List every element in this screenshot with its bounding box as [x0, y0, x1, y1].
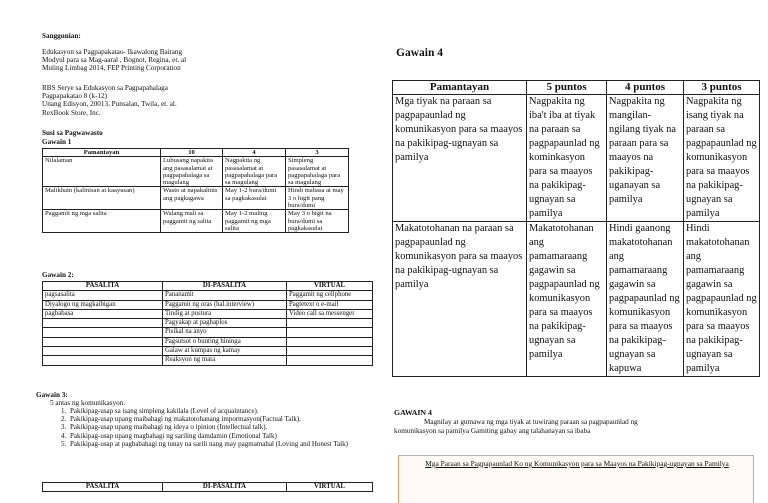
table-cell: Nagpakita ng isang tiyak na paraan sa pagpapaunlad ng komunikasyon para sa maayos na pakikipag-ugnayan sa pamilya: [684, 95, 760, 222]
ref2-line: RBS Serye sa Edukasyon sa Pagpapahalaga: [42, 84, 168, 92]
table-row: [393, 222, 760, 377]
table-cell: Walang mali sa paggamit ng salita: [161, 210, 223, 233]
ref2-line: Pagpapakatao 8 (k-12): [42, 92, 108, 101]
table-cell: Nagpakita ng iba't iba at tiyak na paraan sa pagpapaunlad ng kominkasyon para sa maayos na pakikipag-ugnayan sa pamilya: [527, 95, 607, 222]
table-header: 5 puntos: [527, 81, 607, 95]
list-item: 3. Pakikipag-usap upang maibahagi ng ideya o ipinion (Intellectual talk).: [68, 423, 376, 431]
table-header: VIRTUAL: [287, 282, 373, 291]
table-cell: Nagpakita ng mangilan-ngilang tiyak na paraan para sa maayos na pakikipag-uganayan sa pamilya: [607, 95, 684, 222]
table-header: Pamantayan: [43, 149, 161, 157]
table-cell: Galaw at kumpas ng kamay: [163, 347, 287, 356]
answer-box-title: Mga Paraan sa Pagpapaunlad Ko ng Komunikasyon para sa Maayos na Pakikipag-ugnayan sa Pamilya: [425, 459, 729, 468]
table-row: [43, 300, 373, 309]
gawain4-title: Gawain 4: [396, 47, 443, 59]
table-cell: Wasto at napakalinis ang pagkagawa: [161, 187, 223, 210]
table-row: [43, 187, 349, 210]
gawain3-heading: Gawain 3:: [36, 391, 68, 399]
table-cell: pagsasalita: [43, 291, 163, 300]
list-item: 2. Pakikipag-usap upang maibahagi ng makatotohanang impormasyon(Factual Talk).: [68, 415, 376, 423]
table-cell: Hindi makatotohanan ang pamamaraang gagawin sa pagpapaunlad ng komunikasyon para sa maayos na pakikipag-ugnayan sa pamilya: [684, 222, 760, 377]
table-header: PASALITA: [43, 282, 163, 291]
table-cell: [43, 337, 163, 346]
sanggunian-label: Sanggunian:: [42, 32, 81, 40]
table-cell: [287, 337, 373, 346]
table-cell: Pagsutsot o bunting hininga: [163, 337, 287, 346]
table-header: 3: [286, 149, 349, 157]
table-cell: [287, 328, 373, 337]
susi-heading: Susi sa Pagwawasto: [42, 129, 103, 137]
reference-1: [42, 48, 342, 73]
table-cell: [287, 319, 373, 328]
table-header: PASALITA: [43, 483, 163, 492]
table-cell: Paggamit ng mga salita: [43, 210, 161, 233]
table-cell: [43, 328, 163, 337]
table-cell: Makatotohanan ang pamamaraang gagawin sa pagpapaunlad ng komunikasyon para sa maayos na pakikipag-ugnayan sa pamilya: [527, 222, 607, 377]
right-page: [384, 0, 768, 503]
table-header-row: [43, 149, 349, 157]
table-cell: Diyalogo ng magkaibigan: [43, 300, 163, 309]
list-item: 1. Pakikipag-usap sa isang simpleng kakilala (Level of acquaintance).: [68, 407, 376, 415]
gawain2-heading: Gawain 2:: [42, 271, 74, 279]
table-row: [393, 95, 760, 222]
table-row: [43, 356, 373, 365]
list-item: 4. Pakikipag-usap upang magbahagi ng sariling damdamin (Emotional Talk): [68, 432, 376, 440]
table-row: [43, 157, 349, 187]
table-cell: May 1-2 bura/dumi sa pagkakasulat: [223, 187, 286, 210]
table-cell: Reaksyon ng mata: [163, 356, 287, 365]
gawain3-list: [56, 407, 376, 448]
table-cell: Pagyakap at paghaplos: [163, 319, 287, 328]
table-cell: Simpleng pasasalamat at pagpapahalaga para sa magulang: [286, 157, 349, 187]
table-cell: [43, 319, 163, 328]
table-header: DI-PASALITA: [163, 282, 287, 291]
table-cell: Pananamit: [163, 291, 287, 300]
table-cell: May 1-2 maling paggamit ng mga salita: [223, 210, 286, 233]
table-cell: [43, 347, 163, 356]
ref1-line: Modyul para sa Mag-aaral , Bognot, Regina, et. al: [42, 56, 187, 65]
table-cell: Paggamit ng oras (hal.interview): [163, 300, 287, 309]
table-cell: pagbabasa: [43, 309, 163, 318]
table-cell: Nagpakita ng pasasalamat at pagpapahalaga para sa magulang: [223, 157, 286, 187]
table-row: [43, 328, 373, 337]
gawain4-instruction-line1: Magnilay at gumawa ng mga tiyak at tuwirang paraan sa pagpapaunlad ng: [424, 418, 638, 426]
gawain1-table: [42, 148, 349, 233]
gawain1-heading: Gawain 1: [42, 138, 72, 146]
table-header: 4 puntos: [607, 81, 684, 95]
table-cell: Tindig at pustura: [163, 309, 287, 318]
gawain4-rubric-table: [392, 80, 760, 377]
table-cell: [287, 356, 373, 365]
table-header-row: [43, 483, 373, 492]
table-row: [43, 309, 373, 318]
table-cell: Pisikal na anyo: [163, 328, 287, 337]
table-cell: May 3 o higit na bura/dumi sa pagkakasulat: [286, 210, 349, 233]
table-cell: Malikhain (kalinisan at kaayusan): [43, 187, 161, 210]
gawain4-caps-heading: GAWAIN 4: [394, 408, 432, 417]
table-header: 3 puntos: [684, 81, 760, 95]
table-cell: Paggamit ng cellphone: [287, 291, 373, 300]
answer-box: [398, 455, 754, 503]
reference-2: [42, 84, 342, 117]
table-cell: Mga tiyak na paraan sa pagpapaunlad ng komunikasyon para sa maayos na pakikipag-ugnayan sa pamilya: [393, 95, 527, 222]
table-cell: Nilalaman: [43, 157, 161, 187]
gawain3-table: [42, 482, 373, 492]
table-cell: Makatotohanan na paraan sa pagpapaunlad ng komunikasyon para sa maayos na pakikipag-ugnayan sa pamilya: [393, 222, 527, 377]
table-row: [43, 291, 373, 300]
ref2-line: RexBook Store, Inc.: [42, 108, 101, 117]
table-header: VIRTUAL: [287, 483, 373, 492]
table-header: 10: [161, 149, 223, 157]
gawain2-table: [42, 281, 373, 366]
table-cell: Video call sa messenger: [287, 309, 373, 318]
table-header-row: [43, 282, 373, 291]
table-cell: [43, 356, 163, 365]
table-header: Pamantayan: [393, 81, 527, 95]
table-header-row: [393, 81, 760, 95]
list-item: 5. Pakikipag-usap at pagbabahagi ng tunay na sarili nang may pagmamahal (Loving and Honest Talk): [68, 440, 376, 448]
table-cell: Hindi gaanong makatotohanan ang pamamaraang gagawin sa pagpapaunlad ng komunikasyon para sa maayos na pakikipag-ugnayan sa kapuwa: [607, 222, 684, 377]
table-row: [43, 337, 373, 346]
ref1-line: Muling Limbag 2014, FEP Printing Corporation: [42, 64, 181, 73]
table-cell: [287, 347, 373, 356]
table-cell: Hindi mabasa at may 3 o higit pang bura/dumi: [286, 187, 349, 210]
gawain4-instruction-line2: komunikasyon sa pamilya Gamiting gabay ang talahanayan sa ibaba: [394, 427, 591, 435]
table-cell: Pagtetext o e-mail: [287, 300, 373, 309]
table-row: [43, 210, 349, 233]
ref2-line: Unang Edisyon, 20013, Punsalan, Twila, et. al.: [42, 100, 177, 109]
table-header: DI-PASALITA: [163, 483, 287, 492]
table-row: [43, 319, 373, 328]
table-cell: Lubusang napakita ang pasasalamat at pagpapahalaga sa magulang: [161, 157, 223, 187]
table-row: [43, 347, 373, 356]
gawain3-intro: 5 antas ng komunikasyon.: [50, 399, 126, 407]
table-header: 4: [223, 149, 286, 157]
ref1-line: Edukasyon sa Pagpapakatao- Ikawalong Baitang: [42, 48, 183, 56]
